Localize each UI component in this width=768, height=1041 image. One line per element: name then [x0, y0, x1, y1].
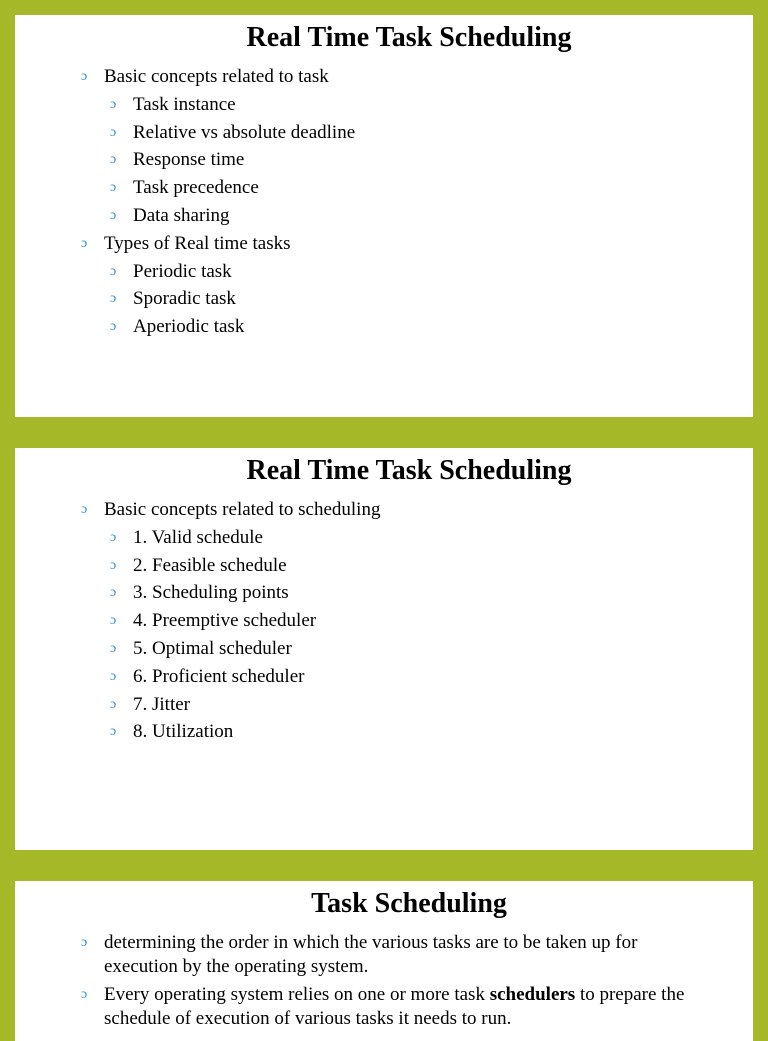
item-text-after: to prepare the schedule of execution of various tasks it needs to run.	[104, 984, 685, 1029]
bullet-icon: ɔ	[110, 557, 117, 573]
slide-title: Task Scheduling	[311, 888, 507, 919]
bullet-icon: ɔ	[81, 235, 88, 251]
list-item	[15, 526, 753, 550]
list-item	[15, 315, 753, 339]
bullet-icon: ɔ	[81, 69, 88, 84]
item-text: Aperiodic task	[133, 316, 245, 338]
item-text: 5. Optimal scheduler	[133, 637, 292, 659]
list-item	[15, 609, 753, 633]
list-item	[15, 720, 753, 744]
bullet-icon: ɔ	[110, 207, 117, 223]
item-text-before: Every operating system relies on one or more task	[104, 984, 490, 1005]
slide-3	[15, 881, 753, 1041]
list-item	[15, 554, 753, 578]
item-text: Basic concepts related to task	[104, 66, 329, 87]
item-text: Basic concepts related to scheduling	[104, 499, 381, 520]
slide-1	[15, 15, 753, 417]
item-text: Types of Real time tasks	[104, 232, 291, 254]
item-text: Data sharing	[133, 204, 230, 226]
bullet-icon: ɔ	[110, 696, 117, 712]
bullet-icon: ɔ	[110, 668, 117, 684]
list-item	[15, 260, 753, 284]
slide-2	[15, 448, 753, 850]
item-text: 3. Scheduling points	[133, 582, 289, 604]
bullet-icon: ɔ	[81, 935, 88, 950]
item-text: Sporadic task	[133, 288, 236, 310]
list-item	[15, 665, 753, 689]
list-item	[15, 232, 753, 256]
item-text: 8. Utilization	[133, 721, 234, 743]
item-text: Task instance	[133, 93, 236, 115]
item-text: Response time	[133, 149, 245, 171]
list-item	[15, 176, 753, 200]
item-text-bold: schedulers	[489, 984, 576, 1005]
list-item	[15, 498, 753, 522]
list-item	[15, 148, 753, 172]
list-item	[15, 93, 753, 117]
bullet-icon: ɔ	[110, 640, 117, 656]
slide-title: Real Time Task Scheduling	[246, 22, 572, 53]
bullet-icon: ɔ	[110, 613, 117, 629]
list-item	[15, 581, 753, 605]
bullet-icon: ɔ	[110, 263, 117, 279]
bullet-icon: ɔ	[110, 180, 117, 196]
bullet-icon: ɔ	[110, 124, 117, 140]
bullet-icon: ɔ	[110, 152, 117, 168]
bullet-icon: ɔ	[110, 291, 117, 307]
item-text: Relative vs absolute deadline	[133, 121, 356, 143]
item-text: 4. Preemptive scheduler	[133, 610, 317, 632]
item-text: 1. Valid schedule	[133, 526, 263, 548]
item-text: determining the order in which the various tasks are to be taken up for execution by the operating system.	[104, 932, 638, 977]
bullet-icon: ɔ	[110, 319, 117, 335]
bullet-icon: ɔ	[110, 96, 117, 112]
bullet-list	[15, 65, 753, 339]
bullet-icon: ɔ	[110, 585, 117, 601]
item-text: 7. Jitter	[133, 693, 190, 715]
bullet-list	[15, 498, 753, 744]
bullet-icon: ɔ	[110, 529, 117, 545]
item-text: 6. Proficient scheduler	[133, 665, 305, 687]
bullet-icon: ɔ	[81, 987, 88, 1002]
list-item	[15, 287, 753, 311]
item-text: 2. Feasible schedule	[133, 554, 287, 576]
list-item	[15, 65, 753, 89]
list-item	[15, 204, 753, 228]
bullet-list	[15, 931, 753, 1031]
list-item	[15, 121, 753, 145]
list-item	[15, 693, 753, 717]
list-item	[15, 637, 753, 661]
slide-title: Real Time Task Scheduling	[246, 455, 572, 486]
item-text: Periodic task	[133, 260, 232, 282]
item-text: Task precedence	[133, 177, 259, 199]
list-item	[15, 931, 753, 979]
bullet-icon: ɔ	[81, 502, 88, 517]
bullet-icon: ɔ	[110, 724, 117, 740]
